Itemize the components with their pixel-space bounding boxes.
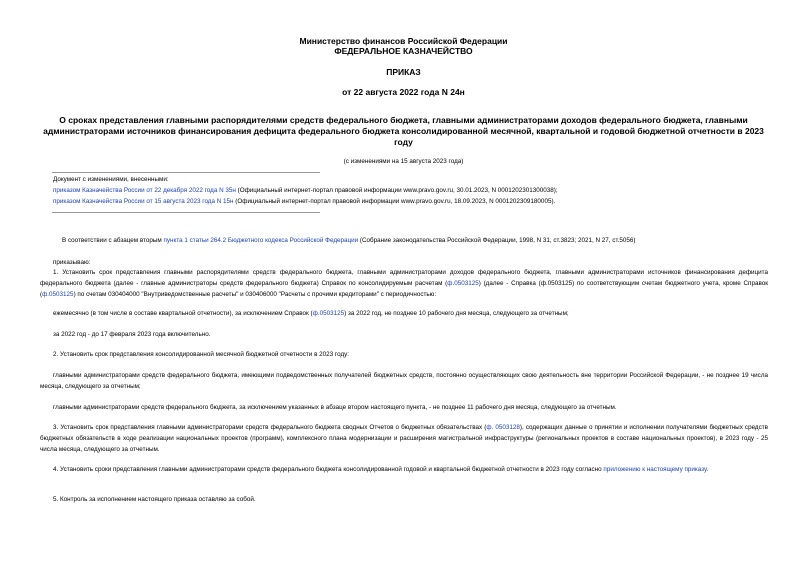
agency-name: ФЕДЕРАЛЬНОЕ КАЗНАЧЕЙСТВО [334,46,473,56]
document-title: О сроках представления главными распорядителями средств федерального бюджета, главными администраторами доходов федерального бюджета, главными администраторами источников финансирования дефицита федерального бюджета консолидированной месячной, квартальной и годовой бюджетной отчетности в 2023 году [43,115,764,147]
amendment-item: приказом Казначейства России от 15 августа 2023 года N 15н (Официальный интернет-портал правовой информации www.pravo.gov.ru, 18.09.2023, N 0001202309180005). [53,198,556,205]
amendment-link[interactable]: приказом Казначейства России от 15 августа 2023 года N 15н [53,198,234,205]
amendments-top-divider [52,172,320,173]
legal-basis: В соответствии с абзацем вторым пункта 1 статьи 264.2 Бюджетного кодекса Российской Федерации (Собрание законодательства Российской Федерации, 1998, N 31, ст.3823; 2021, N 27, ст.5056) [62,237,636,244]
form-link[interactable]: ф. 0503128 [486,424,520,431]
budget-code-link[interactable]: пункта 1 статьи 264.2 Бюджетного кодекса Российской Федерации [163,237,359,244]
form-link[interactable]: ф.0503125 [447,280,479,287]
order-word: приказываю: [53,259,91,266]
paragraph-5: 5. Контроль за исполнением настоящего приказа оставляю за собой. [53,496,256,503]
amendment-link[interactable]: приказом Казначейства России от 22 декабря 2022 года N 35н [53,187,236,194]
paragraph-1-monthly: ежемесячно (в том числе в составе квартальной отчетности), за исключением Справок (ф.0503125) за 2022 год, не позднее 10 рабочего дня месяца, следующего за отчетным; [53,310,569,317]
document-type: ПРИКАЗ [386,67,421,77]
form-link[interactable]: ф.0503125 [312,310,345,317]
amendments-heading: Документ с изменениями, внесенными: [53,176,169,183]
paragraph-2a: главными администраторами средств федерального бюджета, имеющими подведомственных получателей бюджетных средств, постоянно осуществляющих свою деятельность вне территории Российской Федерации, - не позднее 19 числа месяца, следующего за отчетным; [40,372,768,390]
amendment-item: приказом Казначейства России от 22 декабря 2022 года N 35н (Официальный интернет-портал правовой информации www.pravo.gov.ru, 30.01.2023, N 0001202301300038); [53,187,558,194]
paragraph-1: 1. Установить срок представления главными распорядителями средств федерального бюджета, главными администраторами доходов федерального бюджета, главными администраторами источников финансирования дефицита федерального бюджета (далее - главные администраторы средств федерального бюджета) Справок по консолидируемым расчетам (ф.0503125) (далее - Справка (ф.0503125) по соответствующим счетам бюджетного учета, кроме Справок (ф.0503125) по счетам 030404000 "Внутриведомственные расчеты" и 030406000 "Расчеты с прочими кредиторами" с периодичностью: [40,269,769,298]
paragraph-2: 2. Установить срок представления консолидированной месячной бюджетной отчетности в 2023 году: [53,351,350,358]
paragraph-2b: главными администраторами средств федерального бюджета, за исключением указанных в абзаце втором настоящего пункта, - не позднее 11 рабочего дня месяца, следующего за отчетным. [53,404,617,411]
paragraph-1-year: за 2022 год - до 17 февраля 2023 года включительно. [53,331,211,338]
amendments-bottom-divider [52,212,320,213]
revision-note: (с изменениями на 15 августа 2023 года) [343,158,464,165]
ministry-name: Министерство финансов Российской Федерации [299,36,508,46]
form-link[interactable]: ф.0503125 [42,291,74,298]
paragraph-3: 3. Установить срок представления главными администраторами средств федерального бюджета сводных Отчетов о бюджетных обязательствах (ф. 0503128), содержащих данные о принятии и исполнении получателями бюджетных средств бюджетных обязательств в ходе реализации национальных проектов (программ), комплексного плана модернизации и расширения магистральной инфраструктуры (региональных проектов в составе национальных проектов), в 2023 году - 25 числа месяца, следующего за отчетным. [40,424,768,453]
paragraph-4: 4. Установить сроки представления главными администраторами средств федерального бюджета консолидированной годовой и квартальной бюджетной отчетности в 2023 году согласно приложению к настоящему приказу. [53,466,709,473]
document-date-number: от 22 августа 2022 года N 24н [342,87,465,97]
appendix-link[interactable]: приложению к настоящему приказу [603,466,707,473]
